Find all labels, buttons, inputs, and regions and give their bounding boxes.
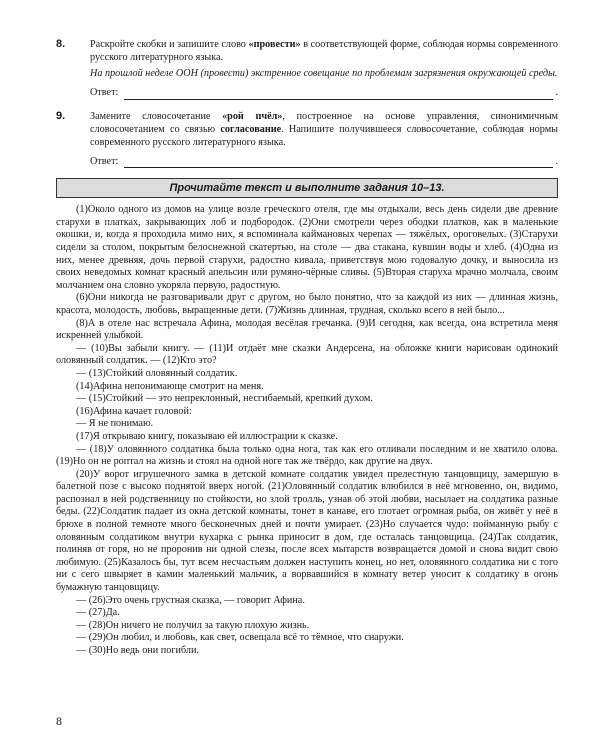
task-number: 8. bbox=[56, 38, 66, 50]
text-paragraph: (14)Афина непонимающе смотрит на меня. bbox=[76, 380, 264, 392]
answer-end: . bbox=[555, 87, 558, 99]
page-number: 8 bbox=[56, 714, 62, 728]
text-paragraph: (16)Афина качает головой: bbox=[76, 405, 192, 417]
task-8 bbox=[56, 38, 558, 100]
text-paragraph: — (27)Да. bbox=[76, 607, 120, 619]
text-paragraph: — (28)Он ничего не получил за такую плохую жизнь. bbox=[76, 619, 310, 631]
text-paragraph: (17)Я открываю книгу, показываю ей иллюстрации к сказке. bbox=[76, 430, 338, 442]
answer-row bbox=[90, 86, 558, 100]
text-paragraph: — (10)Вы забыли книгу. — (11)И отдаёт мне сказки Андерсена, на обложке книги нарисован одинокий оловянный солдатик. — (12)Кто это? bbox=[56, 342, 558, 367]
text-paragraph: (1)Около одного из домов на улице возле греческого отеля, где мы отдыхали, весь день сидели две древние старухи в платках, закрывающих лоб и подбородок. (2)Они смотрели через ободки платков, как в маленькие окошки, и, когда я проходила мимо них, я вспоминала каймановых черепах — тяжёлых, ороговелых. (3)Старухи сидели за столом, покрытым белоснежной скатертью, на столе — два стакана, кувшин воды и хлеб. (4)Одна из них, менее древняя, дочь первой старухи, радостно кивала, приветствуя мою годовалую дочку, и выносила из своих неведомых комнат красный апельсин или румяно-чёрные сливы. (5)Вторая старуха мрачно молчала, своим молчанием она словно укоряла первую, радостную. bbox=[56, 204, 558, 291]
task-instruction: Раскройте скобки и запишите слово «провести» в соответствующей форме, соблюдая нормы современного русского литературного языка. bbox=[90, 39, 558, 64]
answer-label: Ответ: bbox=[90, 87, 119, 99]
text-paragraph: (8)А в отеле нас встречала Афина, молодая весёлая гречанка. (9)И сегодня, как всегда, она встретила меня искренней улыбкой. bbox=[56, 317, 558, 342]
text-paragraph: (20)У ворот игрушечного замка в детской комнате солдатик увидел прелестную танцовщицу, замершую в балетной позе с высоко поднятой вверх ногой. (21)Оловянный солдатик влюбился в неё мгновенно, он, видимо, распознал в ней родственницу по стойкости, но злой тролль, узнав об этой любви, насылает на солдатика разные беды. (22)Солдатик падает из окна детской комнаты, тонет в канаве, его глотает огромная рыба, он живёт у неё в брюхе в полной темноте много бесконечных дней и почти умирает. (23)Но случается чудо: пойманную рыбу с оловянным солдатиком внутри кухарка с рынка приносит в дом, где осталась танцовщица. (24)Так солдатик, полиняв от горя, но не проронив ни одной слезы, после всех мытарств возвращается домой и снова видит свою любимую. (25)Казалось бы, тут всем несчастьям должен наступить конец, но нет, оловянного солдатика ни с того ни с сего швыряет в камин маленький мальчик, а ворвавшийся в комнату ветер уносит к солдатику в огонь бумажную танцовщицу. bbox=[56, 468, 558, 594]
reading-banner: Прочитайте текст и выполните задания 10–13. bbox=[56, 178, 558, 198]
answer-row bbox=[90, 154, 558, 168]
task-instruction: Замените словосочетание «рой пчёл», построенное на основе управления, синонимичным словосочетанием со связью согласование. Напишите получившееся словосочетание, соблюдая нормы современного русского литературного языка. bbox=[90, 110, 558, 149]
answer-field[interactable] bbox=[124, 156, 553, 168]
answer-label: Ответ: bbox=[90, 156, 119, 168]
text-paragraph: — (30)Но ведь они погибли. bbox=[76, 645, 199, 656]
answer-field[interactable] bbox=[124, 88, 553, 100]
text-paragraph: — (18)У оловянного солдатика была только одна нога, так как его отливали последним и не хватило олова. (19)Но он не роптал на жизнь и стоял на одной ноге так же твёрдо, как другие на двух. bbox=[56, 443, 558, 468]
text-paragraph: — Я не понимаю. bbox=[76, 418, 154, 430]
text-paragraph: — (26)Это очень грустная сказка, — говорит Афина. bbox=[76, 594, 305, 606]
text-paragraph: (6)Они никогда не разговаривали друг с другом, но было понятно, что за каждой из них — длинная жизнь, красота, молодость, любовь, выращенные дети. (7)Жизнь длинная, трудная, сколько всего в ней было... bbox=[56, 292, 558, 316]
task-number: 9. bbox=[56, 109, 66, 122]
task-example: На прошлой неделе ООН (провести) экстренное совещание по проблемам загрязнения окружающей среды. bbox=[90, 68, 558, 80]
text-paragraph: — (29)Он любил, и любовь, как свет, освещала всё то тёмное, что снаружи. bbox=[76, 632, 404, 644]
text-paragraph: — (13)Стойкий оловянный солдатик. bbox=[76, 367, 238, 379]
task-9 bbox=[56, 110, 558, 169]
answer-end: . bbox=[555, 156, 558, 168]
reading-text bbox=[56, 204, 558, 657]
text-paragraph: — (15)Стойкий — это непреклонный, несгибаемый, крепкий духом. bbox=[76, 393, 373, 405]
